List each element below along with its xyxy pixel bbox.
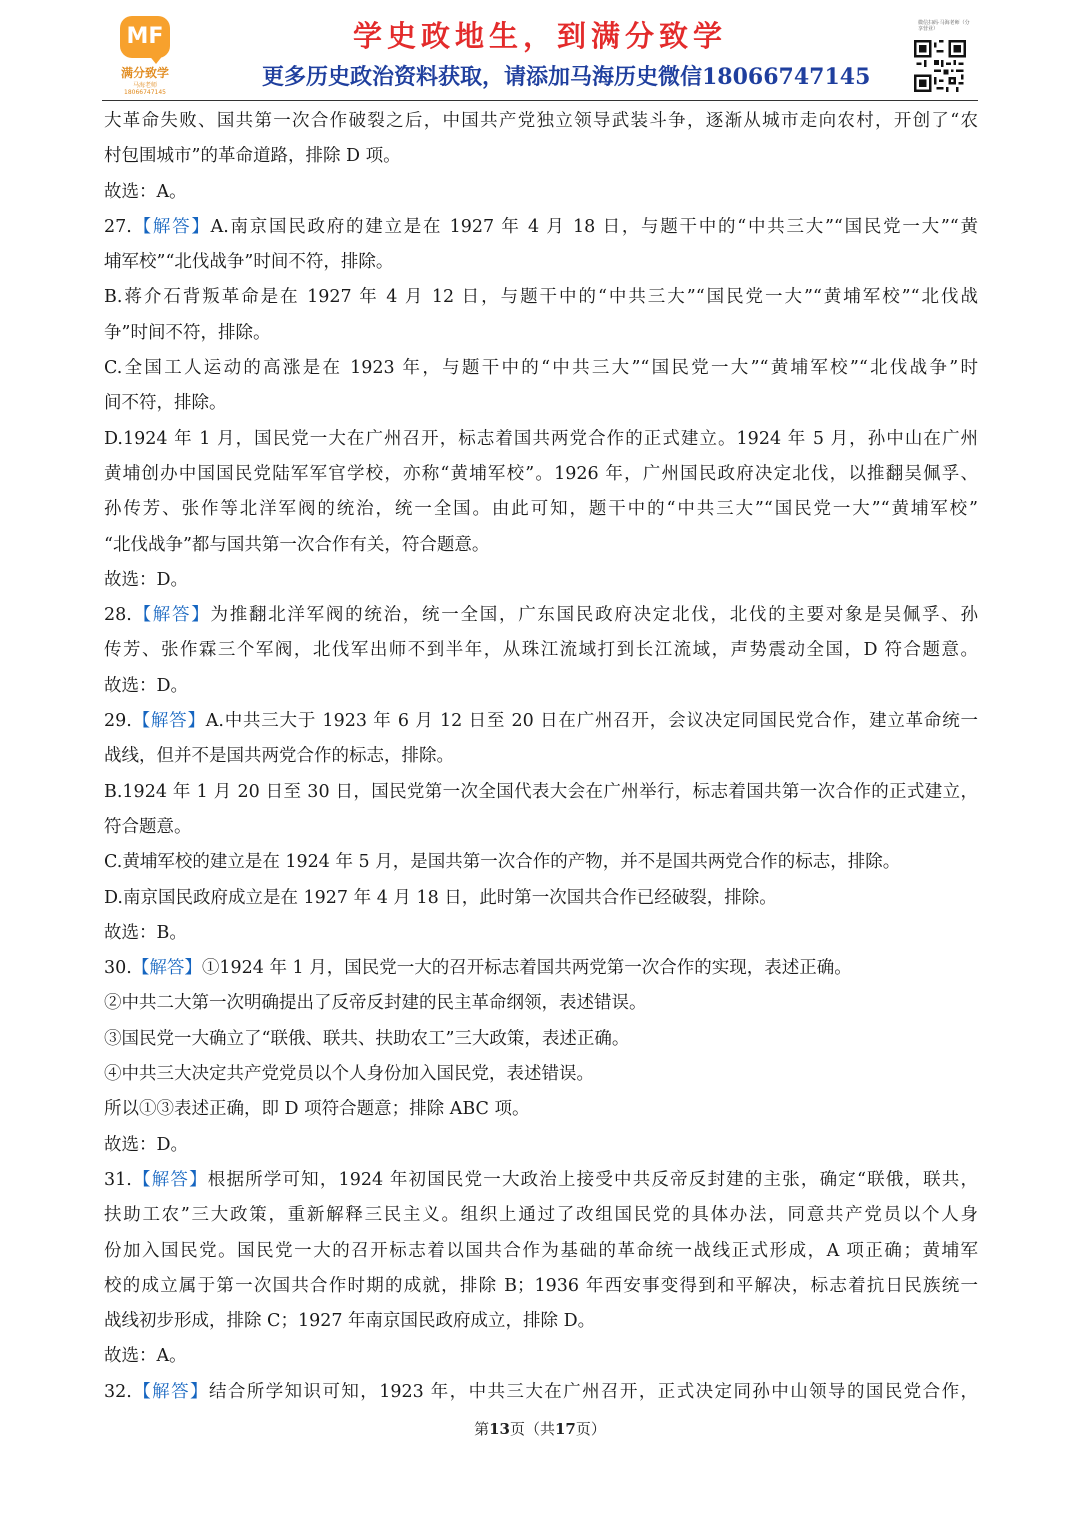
answer-line: 故选：A。 xyxy=(104,1346,187,1367)
question-number: 27. xyxy=(104,216,132,237)
answer-tag: 【解答】 xyxy=(131,605,211,626)
text-line: 战线，但并不是国共两党合作的标志，排除。 xyxy=(104,746,454,767)
answer-line: 故选：D。 xyxy=(104,675,189,696)
text-line: ③国民党一大确立了“联俄、联共、扶助农工”三大政策，表述正确。 xyxy=(104,1028,630,1049)
answer-line: 故选：A。 xyxy=(104,181,187,202)
text-line: 争”时间不符，排除。 xyxy=(104,322,271,343)
qr-caption: 微信扫码·马海老师（分享营业） xyxy=(918,20,970,32)
question-text: 根据所学可知，1924 年初国民党一大政治上接受中共反帝反封建的主张，确定“联俄，联共， xyxy=(207,1169,978,1190)
question-30 xyxy=(104,951,978,986)
text-line: “北伐战争”都与国共第一次合作有关，符合题意。 xyxy=(104,534,490,555)
question-32 xyxy=(104,1375,978,1410)
text-line: 扶助工农”三大政策，重新解释三民主义。组织上通过了改组国民党的具体办法，同意共产党员以个人身 xyxy=(104,1205,978,1226)
answer-line: 故选：D。 xyxy=(104,569,189,590)
question-number: 32. xyxy=(104,1381,132,1402)
current-page-number: 13 xyxy=(489,1420,510,1438)
text-line: 埔军校”“北伐战争”时间不符，排除。 xyxy=(104,252,394,273)
question-number: 31. xyxy=(104,1169,132,1190)
text-line: 份加入国民党。国民党一大的召开标志着以国共合作为基础的革命统一战线正式形成，A 项正确；黄埔军 xyxy=(104,1240,978,1261)
page-footer xyxy=(0,1418,1080,1439)
qr-code-icon xyxy=(914,40,966,92)
text-line: ④中共三大决定共产党党员以个人身份加入国民党，表述错误。 xyxy=(104,1064,594,1085)
header-title: 学史政地生，到满分致学 xyxy=(352,19,727,53)
text-line: 战线初步形成，排除 C；1927 年南京国民政府成立，排除 D。 xyxy=(104,1311,596,1332)
question-31 xyxy=(104,1163,978,1198)
question-number: 28. xyxy=(104,605,132,626)
question-27 xyxy=(104,210,978,245)
text-line: ②中共二大第一次明确提出了反帝反封建的民主革命纲领，表述错误。 xyxy=(104,993,647,1014)
answer-line: 故选：D。 xyxy=(104,1134,189,1155)
text-line: D.南京国民政府成立是在 1927 年 4 月 18 日，此时第一次国共合作已经破裂，排除。 xyxy=(104,887,777,908)
question-number: 29. xyxy=(104,711,132,732)
question-text: A.南京国民政府的建立是在 1927 年 4 月 18 日，与题干中的“中共三大”“国民党一大”“黄 xyxy=(210,216,979,237)
text-line: 间不符，排除。 xyxy=(104,393,227,414)
text-line: D.1924 年 1 月，国民党一大在广州召开，标志着国共两党合作的正式建立。1924 年 5 月，孙中山在广州 xyxy=(104,428,978,449)
header-subtitle: 更多历史政治资料获取，请添加马海历史微信18066747145 xyxy=(262,64,871,90)
answer-tag: 【解答】 xyxy=(131,1169,208,1190)
text-line: 孙传芳、张作等北洋军阀的统治，统一全国。由此可知，题干中的“中共三大”“国民党一大”“黄埔军校” xyxy=(104,499,978,520)
question-29 xyxy=(104,704,978,739)
answer-line: 故选：B。 xyxy=(104,922,187,943)
question-text: A.中共三大于 1923 年 6 月 12 日至 20 日在广州召开，会议决定同国民党合作，建立革命统一 xyxy=(205,711,978,732)
footer-suffix: 页） xyxy=(575,1420,606,1438)
text-line: 所以①③表述正确，即 D 项符合题意；排除 ABC 项。 xyxy=(104,1099,530,1120)
page-header xyxy=(0,0,1080,100)
text-line: 校的成立属于第一次国共合作时期的成就，排除 B；1936 年西安事变得到和平解决，标志着抗日民族统一 xyxy=(104,1275,978,1296)
question-28 xyxy=(104,598,978,633)
footer-middle: 页（共 xyxy=(509,1420,555,1438)
text-line: C.黄埔军校的建立是在 1924 年 5 月，是国共第一次合作的产物，并不是国共两党合作的标志，排除。 xyxy=(104,852,901,873)
answer-tag: 【解答】 xyxy=(131,958,202,979)
footer-prefix: 第 xyxy=(474,1420,490,1438)
text-line: 村包围城市”的革命道路，排除 D 项。 xyxy=(104,146,401,167)
question-text: 结合所学知识可知，1923 年，中共三大在广州召开，正式决定同孙中山领导的国民党合作， xyxy=(208,1381,978,1402)
question-text: ①1924 年 1 月，国民党一大的召开标志着国共两党第一次合作的实现，表述正确。 xyxy=(201,958,852,979)
text-line: 符合题意。 xyxy=(104,816,192,837)
logo-bubble-tail xyxy=(148,54,164,64)
text-line: B.蒋介石背叛革命是在 1927 年 4 月 12 日，与题干中的“中共三大”“国民党一大”“黄埔军校”“北伐战 xyxy=(104,287,978,308)
text-line: 大革命失败、国共第一次合作破裂之后，中国共产党独立领导武装斗争，逐渐从城市走向农村，开创了“农 xyxy=(104,111,978,131)
text-line: 传芳、张作霖三个军阀，北伐军出师不到半年，从珠江流域打到长江流域，声势震动全国，D 符合题意。 xyxy=(104,640,978,661)
document-body xyxy=(104,104,978,1410)
answer-tag: 【解答】 xyxy=(131,711,206,732)
text-line: C.全国工人运动的高涨是在 1923 年，与题干中的“中共三大”“国民党一大”“黄埔军校”“北伐战争”时 xyxy=(104,358,978,379)
logo-name: 满分致学 xyxy=(120,66,169,80)
question-text: 为推翻北洋军阀的统治，统一全国，广东国民政府决定北伐，北伐的主要对象是吴佩孚、孙 xyxy=(210,605,978,626)
header-divider xyxy=(102,100,978,101)
answer-tag: 【解答】 xyxy=(131,1381,209,1402)
logo-subtitle: 马海老师 18066747145 xyxy=(124,82,166,96)
text-line: 黄埔创办中国国民党陆军军官学校，亦称“黄埔军校”。1926 年，广州国民政府决定北伐，以推翻吴佩孚、 xyxy=(104,463,978,484)
total-page-count: 17 xyxy=(555,1420,576,1438)
logo-badge: MF xyxy=(120,16,170,58)
answer-tag: 【解答】 xyxy=(131,216,211,237)
question-number: 30. xyxy=(104,958,132,979)
text-line: B.1924 年 1 月 20 日至 30 日，国民党第一次全国代表大会在广州举行，标志着国共第一次合作的正式建立， xyxy=(104,781,978,802)
